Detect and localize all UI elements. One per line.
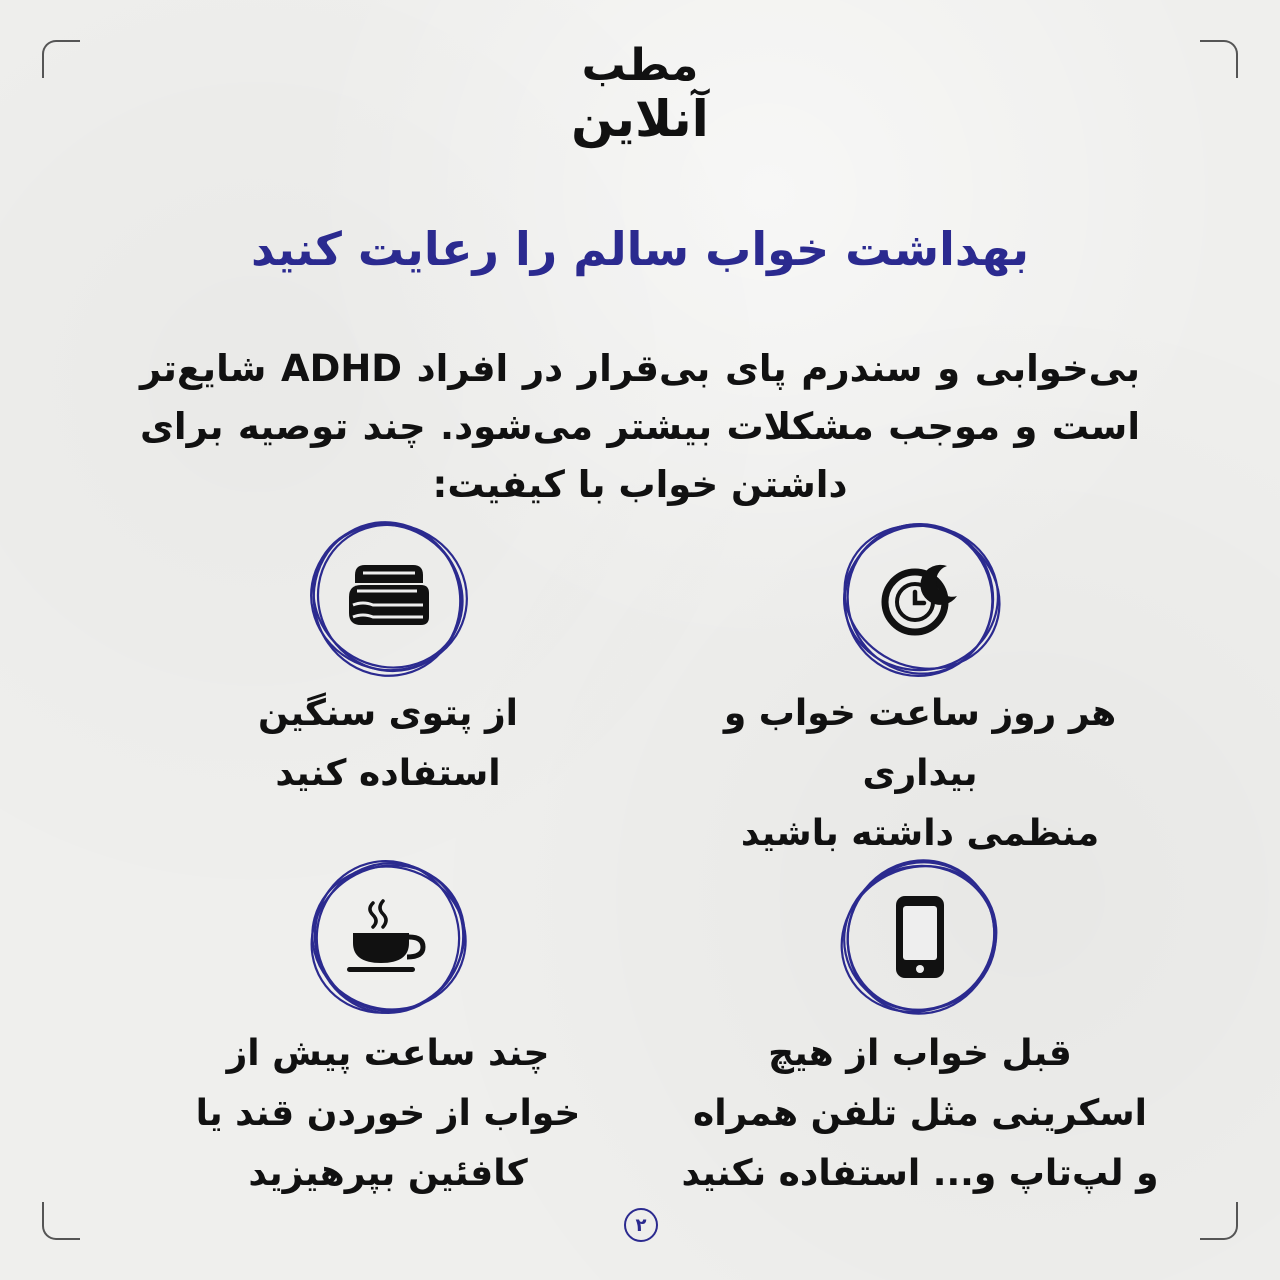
- tip-icon-circle: [835, 512, 1005, 682]
- smartphone-icon: [890, 892, 950, 982]
- tip-label-line1: چند ساعت پیش از: [226, 1033, 550, 1074]
- tip-label-line1: هر روز ساعت خواب و بیداری: [723, 693, 1117, 794]
- coffee-cup-icon: [343, 897, 433, 977]
- tip-screen-time: [680, 852, 1160, 1204]
- tip-icon-circle: [835, 852, 1005, 1022]
- tip-sleep-schedule: [680, 512, 1160, 864]
- tip-label-line1: از پتوی سنگین: [257, 693, 519, 734]
- blanket-icon: [343, 557, 433, 637]
- frame-corner-bottom-left: [42, 1202, 80, 1240]
- brand-logo-line2: آنلاین: [571, 90, 709, 148]
- moon-clock-icon: [875, 552, 965, 642]
- frame-corner-top-right: [1200, 40, 1238, 78]
- tip-label: [680, 684, 1160, 864]
- frame-corner-top-left: [42, 40, 80, 78]
- tip-label: [148, 1024, 628, 1204]
- intro-paragraph: بی‌خوابی و سندرم پای بی‌قرار در افراد ADHD شایع‌تر است و موجب مشکلات بیشتر می‌شود. چند توصیه برای داشتن خواب با کیفیت:: [140, 347, 1140, 506]
- tip-label-line2: خواب از خوردن قند یا: [195, 1093, 581, 1134]
- tip-label-line2: اسکرینی مثل تلفن همراه: [692, 1093, 1148, 1134]
- tip-label: [680, 1024, 1160, 1204]
- tip-caffeine: [148, 852, 628, 1204]
- tip-icon-circle: [303, 512, 473, 682]
- tip-label-line2: استفاده کنید: [275, 753, 501, 794]
- tip-label-line3: و لپ‌تاپ و... استفاده نکنید: [681, 1153, 1159, 1194]
- tip-weighted-blanket: [148, 512, 628, 804]
- brand-logo-line1: مطب: [581, 40, 699, 91]
- tip-label-line1: قبل خواب از هیچ: [768, 1033, 1072, 1074]
- page-number-badge: ۲: [624, 1208, 658, 1242]
- tip-label-line2: منظمی داشته باشید: [740, 813, 1100, 854]
- tip-label: [148, 684, 628, 804]
- frame-corner-bottom-right: [1200, 1202, 1238, 1240]
- tip-label-line3: کافئین بپرهیزید: [248, 1153, 528, 1194]
- brand-logo: [540, 40, 740, 154]
- page-title: بهداشت خواب سالم را رعایت کنید: [250, 222, 1030, 276]
- tip-icon-circle: [303, 852, 473, 1022]
